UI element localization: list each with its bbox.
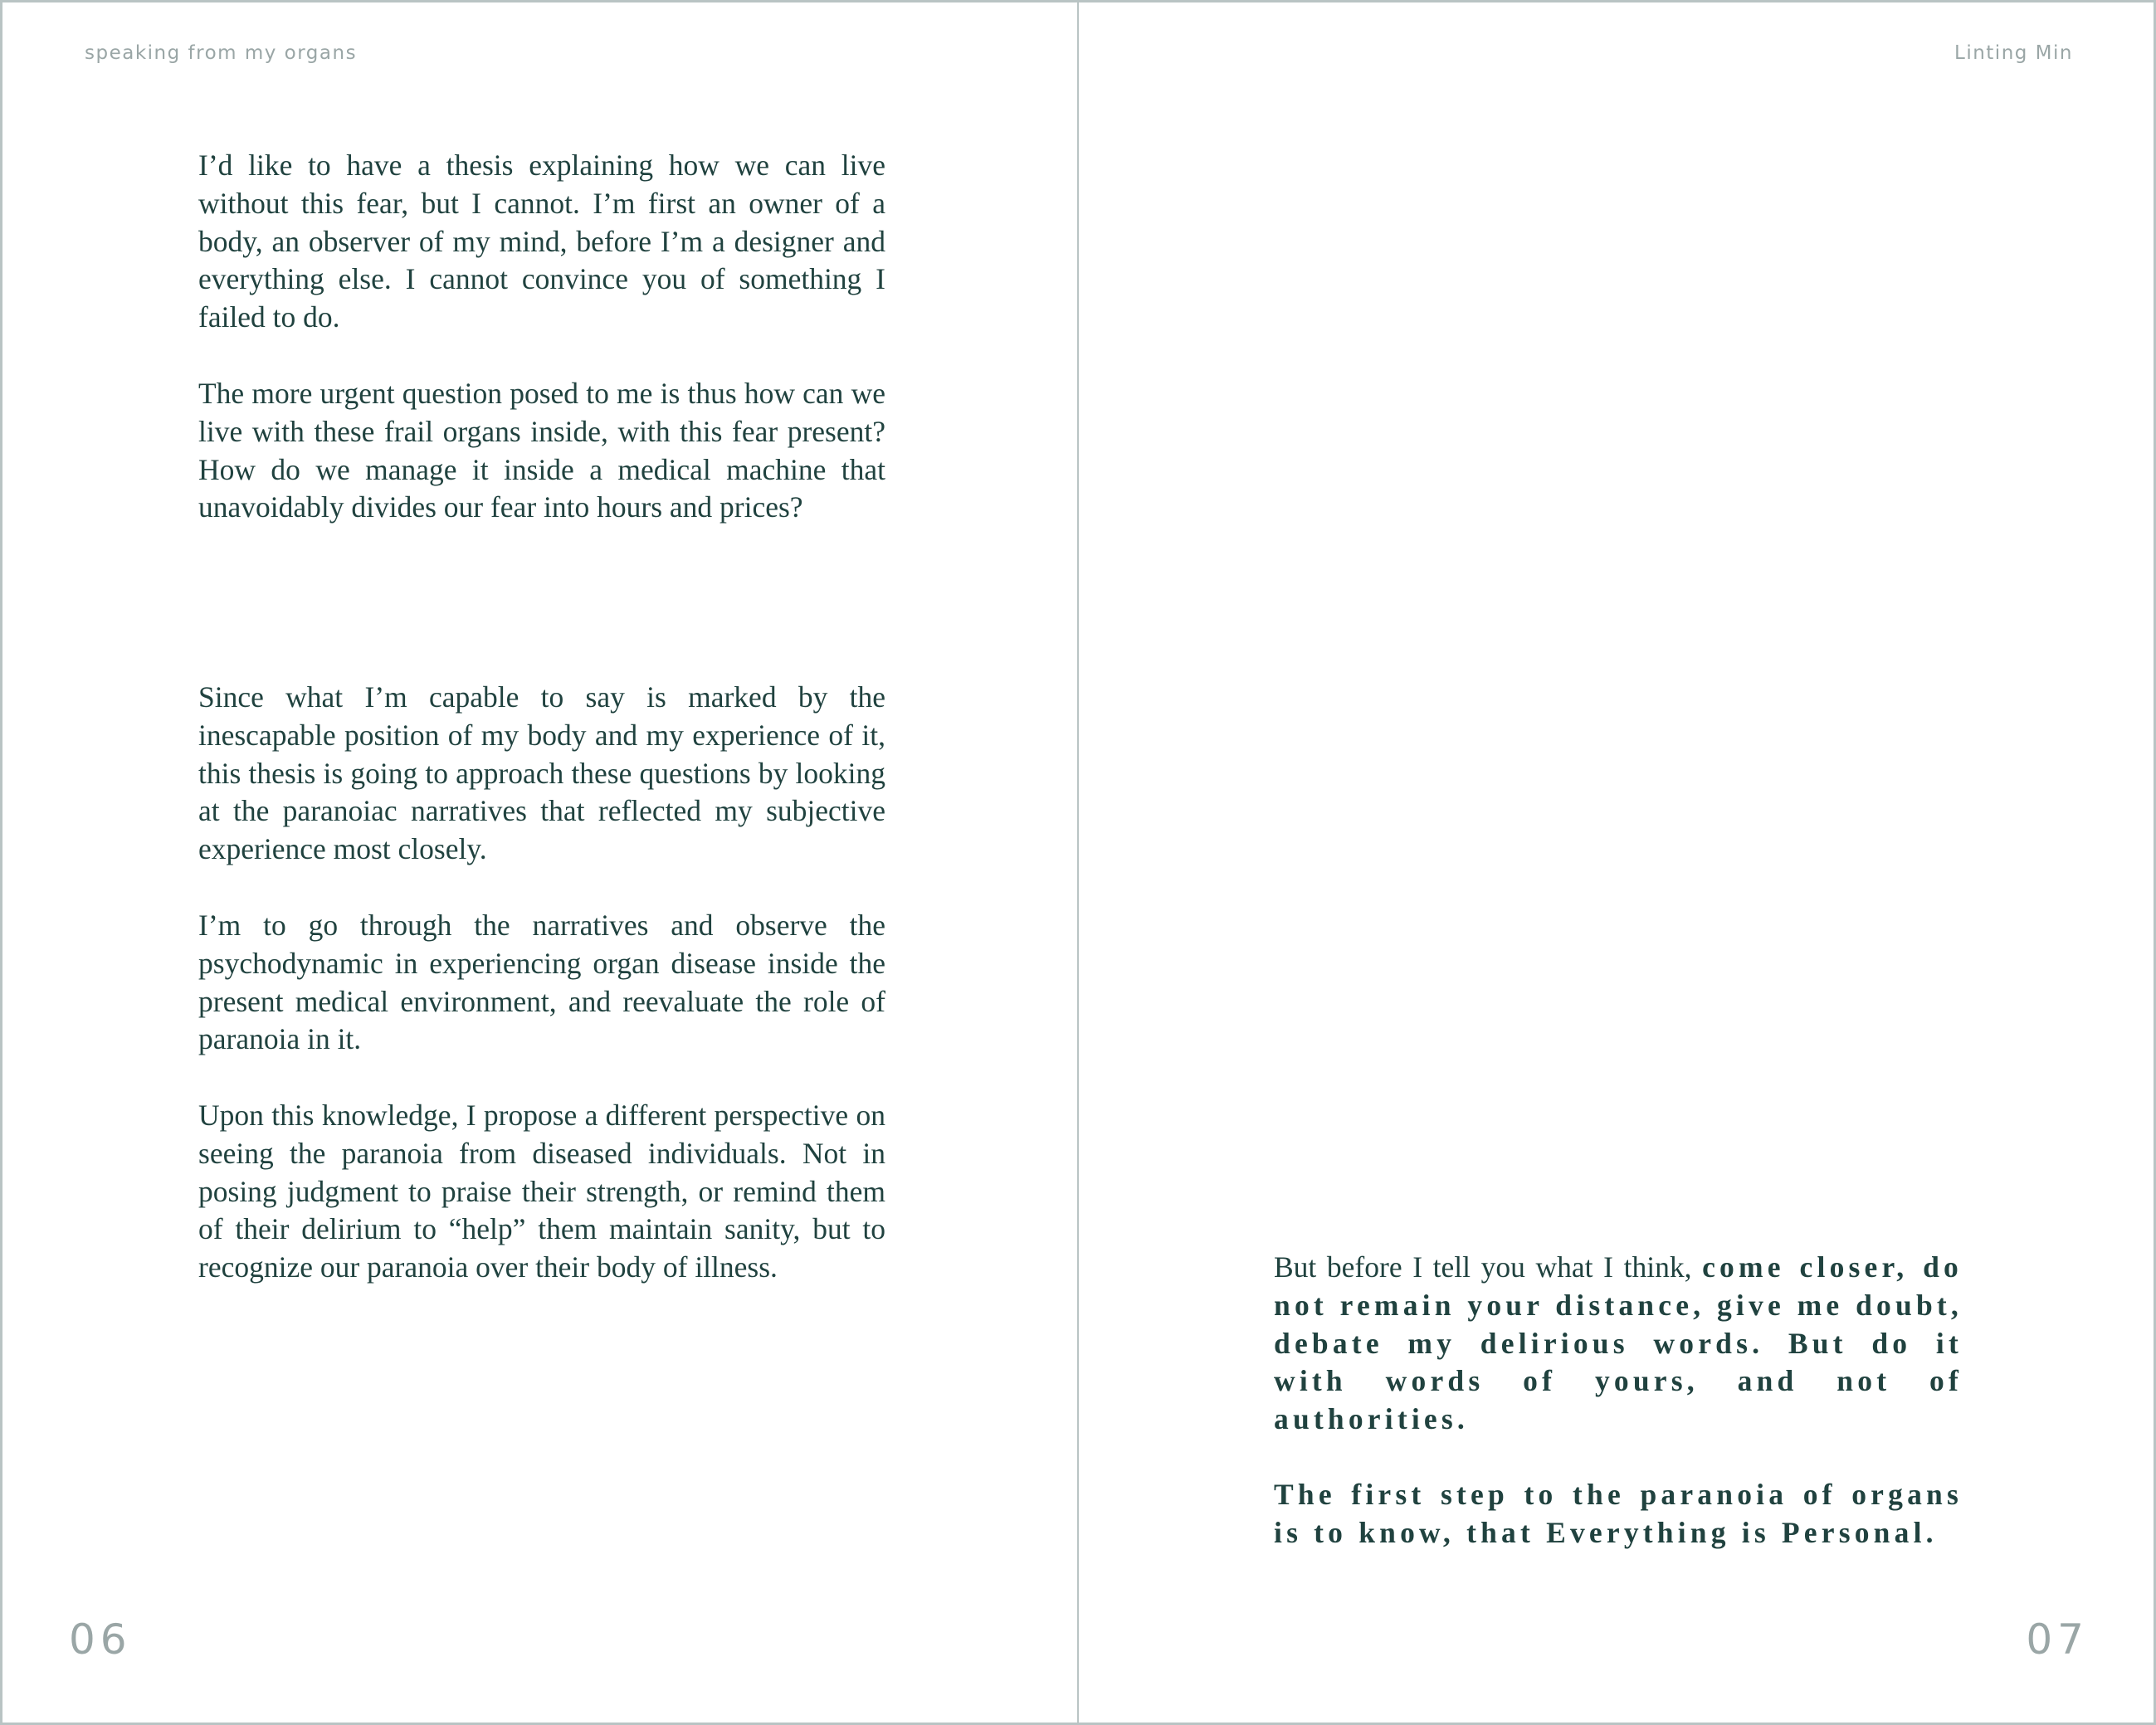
page-number-left: 06 xyxy=(69,1615,132,1664)
running-head-author: Linting Min xyxy=(1954,42,2073,64)
closing-final-line xyxy=(1274,1476,1963,1552)
paragraph-3: Since what I’m capable to say is marked by the inescapable position of my body and my experience of it, this thesis is going to approach these questions by looking at the paranoiac narratives that reflected my subjective experience most closely. xyxy=(198,680,885,866)
closing-lead-in: But before I tell you what I think, xyxy=(1274,1250,1692,1284)
paragraph-4: I’m to go through the narratives and observe the psychodynamic in experiencing organ disease inside the present medical environment, and reevaluate the role of paranoia in it. xyxy=(198,909,885,1056)
paragraph-2: The more urgent question posed to me is thus how can we live with these frail organs inside, with this fear present? How do we manage it inside a medical machine that unavoidably divides our fear into hours and prices? xyxy=(198,377,885,524)
closing-paragraph xyxy=(1274,1249,1963,1439)
paragraph-1: I’d like to have a thesis explaining how we can live without this fear, but I cannot. I’m first an owner of a body, an observer of my mind, before I’m a designer and everything else. I cannot convince you of something I failed to do. xyxy=(198,149,885,334)
paragraph-5: Upon this knowledge, I propose a different perspective on seeing the paranoia from diseased individuals. Not in posing judgment to praise their strength, or remind them of their delirium to “help” them maintain sanity, but to recognize our paranoia over their body of illness. xyxy=(198,1099,885,1284)
closing-final: The first step to the paranoia of organs is to know, that Everything is Personal. xyxy=(1274,1478,1963,1549)
page-number-right: 07 xyxy=(2026,1615,2089,1664)
running-head-title: speaking from my organs xyxy=(85,42,358,64)
right-page xyxy=(1077,0,2156,1725)
closing-emphasis: come closer, do not remain your distance, give me doubt, debate my delirious words. But do it with words of yours, and not of authorities. xyxy=(1274,1250,1963,1436)
